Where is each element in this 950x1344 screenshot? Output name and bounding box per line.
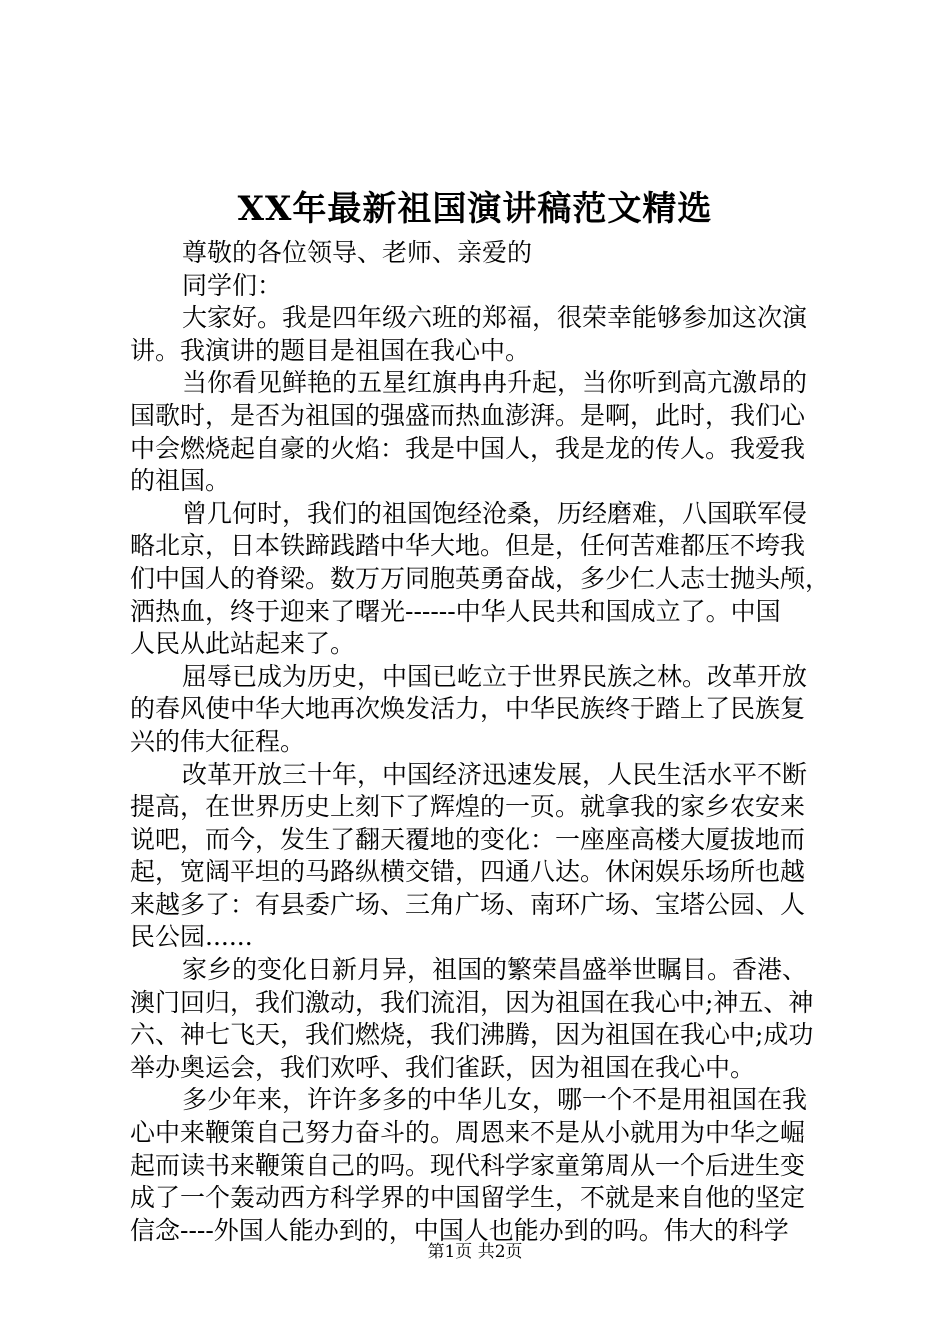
text-line: 的春风使中华大地再次焕发活力，中华民族终于踏上了民族复 <box>130 694 806 724</box>
text-line: 改革开放三十年，中国经济迅速发展，人民生活水平不断 <box>182 759 808 789</box>
text-line: 举办奥运会，我们欢呼、我们雀跃，因为祖国在我心中。 <box>130 1052 756 1082</box>
document-title: XX年最新祖国演讲稿范文精选 <box>237 189 713 229</box>
text-line: 的祖国。 <box>130 466 231 496</box>
text-line: 民公园...... <box>130 922 253 952</box>
text-line: 说吧，而今，发生了翻天覆地的变化：一座座高楼大厦拔地而 <box>130 824 806 854</box>
text-line: 提高，在世界历史上刻下了辉煌的一页。就拿我的家乡农安来 <box>130 792 806 822</box>
text-line: 讲。我演讲的题目是祖国在我心中。 <box>130 335 531 365</box>
text-line: 尊敬的各位领导、老师、亲爱的 <box>182 238 533 267</box>
text-line: 当你看见鲜艳的五星红旗冉冉升起，当你听到高亢激昂的 <box>182 368 808 398</box>
text-line: 洒热血，终于迎来了曙光------中华人民共和国成立了。中国 <box>130 596 781 626</box>
text-line: 信念----外国人能办到的，中国人也能办到的吗。伟大的科学 <box>130 1215 789 1245</box>
text-line: 屈辱已成为历史，中国已屹立于世界民族之林。改革开放 <box>182 661 808 691</box>
text-line: 兴的伟大征程。 <box>130 726 306 756</box>
document-body <box>130 237 830 1247</box>
text-line: 略北京，日本铁蹄践踏中华大地。但是，任何苦难都压不垮我 <box>130 531 806 561</box>
text-line: 起而读书来鞭策自己的吗。现代科学家童第周从一个后进生变 <box>130 1150 806 1180</box>
text-line: 们中国人的脊梁。数万万同胞英勇奋战，多少仁人志士抛头颅， <box>130 563 831 593</box>
text-line: 起，宽阔平坦的马路纵横交错，四通八达。休闲娱乐场所也越 <box>130 857 806 887</box>
text-line: 大家好。我是四年级六班的郑福，很荣幸能够参加这次演 <box>182 303 808 333</box>
text-line: 六、神七飞天，我们燃烧，我们沸腾，因为祖国在我心中;成功 <box>130 1020 814 1050</box>
text-line: 家乡的变化日新月异，祖国的繁荣昌盛举世瞩目。香港、 <box>182 955 808 985</box>
text-line: 成了一个轰动西方科学界的中国留学生，不就是来自他的坚定 <box>130 1183 806 1213</box>
text-line: 国歌时，是否为祖国的强盛而热血澎湃。是啊，此时，我们心 <box>130 400 806 430</box>
text-line: 来越多了：有县委广场、三角广场、南环广场、宝塔公园、人 <box>130 889 806 919</box>
text-line: 同学们： <box>182 270 283 300</box>
text-line: 人民从此站起来了。 <box>130 629 356 659</box>
text-line: 曾几何时，我们的祖国饱经沧桑，历经磨难，八国联军侵 <box>182 498 808 528</box>
text-line: 澳门回归，我们激动，我们流泪，因为祖国在我心中;神五、神 <box>130 987 814 1017</box>
text-line: 多少年来，许许多多的中华儿女，哪一个不是用祖国在我 <box>182 1085 808 1115</box>
text-line: 心中来鞭策自己努力奋斗的。周恩来不是从小就用为中华之崛 <box>130 1118 806 1148</box>
page-footer: 第1页 共2页 <box>427 1242 523 1262</box>
text-line: 中会燃烧起自豪的火焰：我是中国人，我是龙的传人。我爱我 <box>130 433 806 463</box>
